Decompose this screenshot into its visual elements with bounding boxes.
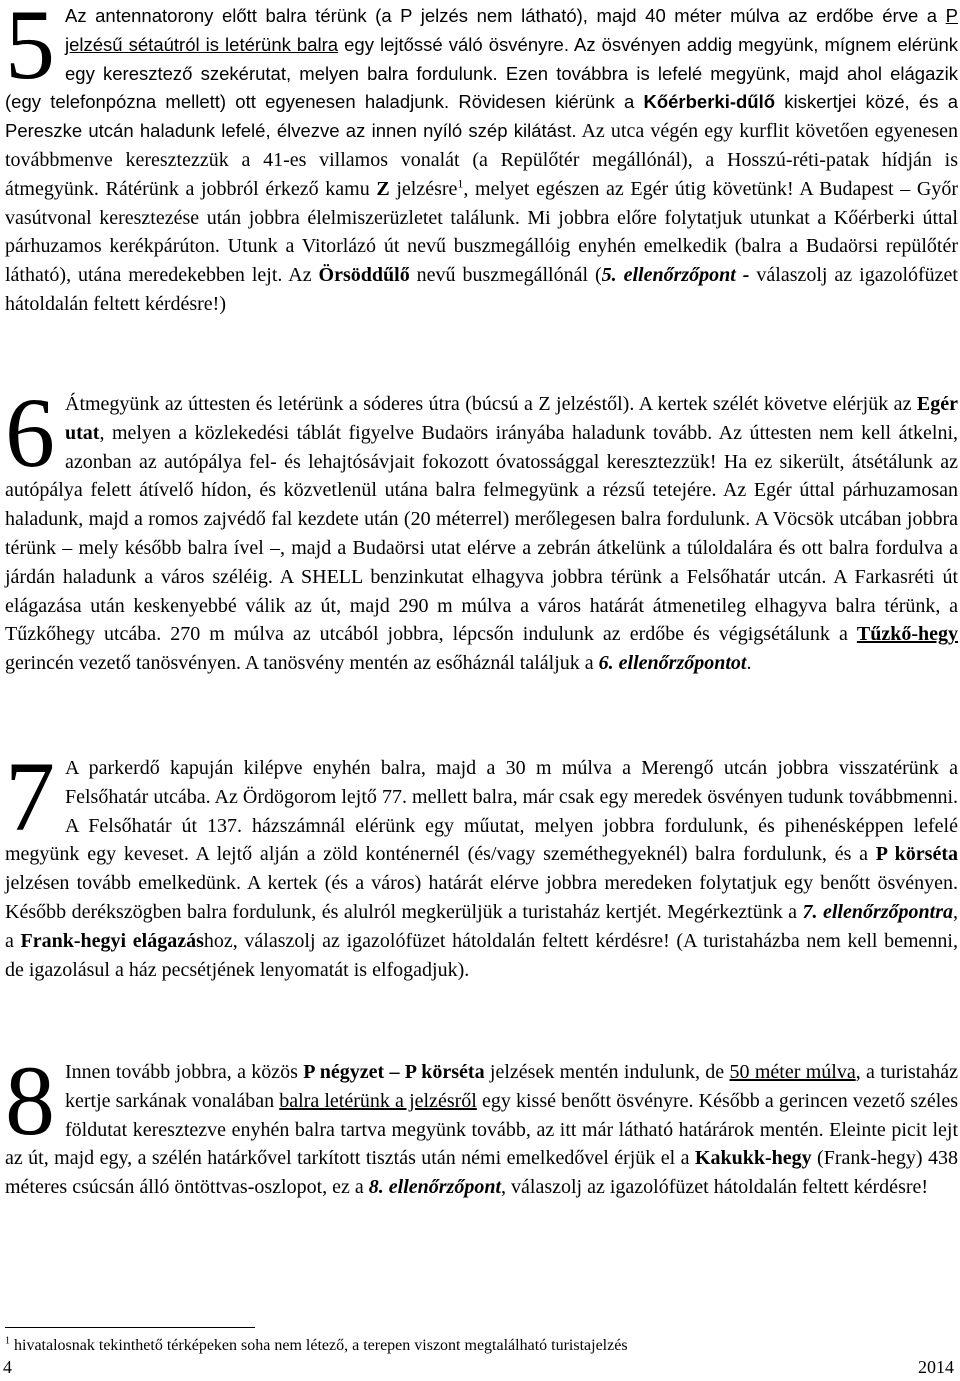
text-run: kiskertjei közé, és a Pereszke utcán haladunk lefelé, élvezve az innen nyíló szép kilátást. (5, 91, 958, 142)
section-number: 5 (5, 0, 55, 100)
section-8 (5, 1045, 959, 1202)
section-number: 8 (5, 1045, 55, 1156)
text-run: Kőérberki-dűlő (643, 91, 776, 113)
text-run: , válaszolj az igazolófüzet hátoldalán feltett kérdésre! (501, 1176, 929, 1199)
text-run: (Frank-hegy) 438 méteres csúcsán álló öntöttvas-oszlopot, ez a (5, 1147, 958, 1199)
text-run: 50 méter múlva (729, 1061, 856, 1083)
section-7 (5, 741, 958, 984)
footnote-divider (5, 1327, 255, 1328)
footnote-text: hivatalosnak tekinthető térképeken soha nem létező, a terepen viszont megtalálható turistajelzés (10, 1337, 628, 1354)
section-text (5, 2, 958, 319)
text-run: Tűzkő-hegy (856, 623, 958, 646)
text-run: egy kissé benőtt ösvényre. Később a gerincen vezető széles földutat keresztezve enyhén balra tartva megyünk tovább, az itt már látható határárok mentén. Eleinte picit lejt az út, majd egy, a szélén határkővel tarkított tisztás után némi emelkedővel érjük el a (5, 1089, 959, 1170)
text-run: gerincén vezető tanösvényen. A tanösvény mentén az esőháznál találjuk a (5, 652, 599, 675)
text-run: Az utca végén egy kurflit követően egyenesen továbbmenve keresztezzük a 41-es villamos vonalát (a Repülőtér megállónál), a Hosszú-réti-patak hídján is átmegyünk. Rátérünk a jobbról érkező kamu (5, 120, 958, 200)
text-run: A parkerdő kapuján kilépve enyhén balra, majd a 30 m múlva a Merengő utcán jobbra visszatérünk a Felsőhatár utcába. Az Ördögorom lejtő 77. mellett balra, már csak egy meredek ösvényen tudunk továbbmenni. A Felsőhatár út 137. házszámnál elérünk egy műutat, melyen jobbra fordulunk, és pihenésképpen lefelé megyünk egy keveset. A lejtő alján a zöld konténernél (és/vagy szeméthegyeknél) balra fordulunk, és a (5, 757, 958, 866)
text-run: P négyzet – P körséta (303, 1061, 485, 1083)
footnote (5, 1336, 628, 1356)
text-run: válaszolj az igazolófüzet hátoldalán feltett kérdésre!) (5, 264, 958, 315)
text-run: nevű buszmegállónál ( (409, 264, 602, 287)
page-number: 4 (3, 1357, 12, 1377)
footer-year: 2014 (918, 1357, 954, 1377)
text-run: Átmegyünk az úttesten és letérünk a sóderes útra (búcsú a Z jelzéstől). A kertek szélét követve elérjük az (65, 393, 917, 415)
text-run: Az antennatorony előtt balra térünk (a P jelzés nem látható), majd 40 méter múlva az erdőbe érve a (65, 5, 946, 26)
text-run: . (746, 652, 752, 675)
text-run: Örsöddűlő (318, 264, 410, 287)
text-run: 6. ellenőrzőpontot (598, 652, 747, 675)
text-run: Z (376, 177, 390, 200)
text-run: jelzések mentén indulunk, de (484, 1061, 730, 1083)
text-run: 5. ellenőrzőpont - (601, 264, 750, 287)
footnote-ref: 1 (457, 176, 464, 191)
text-run: jelzésen tovább emelkedünk. A kertek (és a város) határát elérve jobbra meredeken folytatjuk egy benőtt ösvényen. Később derékszögben balra fordulunk, és alulról megkerüljük a turistaház kertjét. Megérkeztünk a (5, 872, 958, 923)
section-text (5, 377, 958, 678)
text-run: Innen tovább jobbra, a közös (65, 1061, 304, 1083)
section-text (5, 741, 958, 984)
text-run: , a turistaház kertje sarkának vonalában (65, 1061, 958, 1112)
text-run: Kakukk-hegy (694, 1147, 812, 1170)
text-run: Frank-hegyi elágazás (20, 929, 204, 952)
section-number: 7 (5, 741, 55, 852)
section-6 (5, 377, 958, 678)
text-run: hoz, válaszolj az igazolófüzet hátoldalán feltett kérdésre! (A turistaházba nem kell bemenni, de igazolásul a ház pecsétjének lenyomatát is elfogadjuk). (5, 929, 958, 981)
text-run: , melyen a közlekedési táblát figyelve Budaörs irányába haladunk tovább. Az úttesten nem kell átkelni, azonban az autópálya fel- és lehajtósávjait fokozott óvatossággal keresztezzük! Ha ez sikerült, átsétálunk az autópálya felett átívelő hídon, és közvetlenül utána balra felmegyünk a rézsű tetejére. Az Egér úttal párhuzamosan haladunk, majd a romos zajvédő fal kezdete után (20 méterrel) merőlegesen balra fordulunk. A Vöcsök utcában jobbra térünk – mely később balra ível –, majd a Budaörsi utat elérve a zebrán átkelünk a túloldalára és ott balra fordulva a járdán haladunk a város széléig. A SHELL benzinkutat elhagyva jobbra térünk a Felsőhatár utcán. A Farkasréti út elágazása után keskenyebbé válik az út, majd 290 m múlva a város határát átmenetileg elhagyva balra térünk, a Tűzkőhegy utcába. 270 m múlva az utcából jobbra, lépcsőn indulunk az erdőbe és végigsétálunk a (5, 421, 958, 646)
text-run: 8. ellenőrzőpont (368, 1176, 502, 1199)
text-run: P jelzésű sétaútról is letérünk balra (65, 5, 958, 55)
text-run: , melyet egészen az Egér útig követünk! A Budapest – Győr vasútvonal keresztezése után jobbra élelmiszerüzletet találunk. Mi jobbra előre folytatjuk utunkat a Kőérberki úttal párhuzamos kerékpárúton. Utunk a Vitorlázó út nevű buszmegállóig enyhén emelkedik (balra a Budaörsi repülőtér látható), utána meredekebben lejt. Az (5, 177, 958, 287)
text-run: Egér utat (65, 393, 958, 444)
text-run: balra letérünk a jelzésről (279, 1089, 477, 1112)
section-5 (5, 2, 958, 319)
text-run: P körséta (875, 843, 958, 866)
text-run: jelzésre (389, 177, 458, 200)
text-run: 7. ellenőrzőpontra (802, 900, 953, 923)
text-run: , a (5, 900, 958, 952)
section-text (5, 1045, 959, 1202)
footnote-marker: 1 (5, 1335, 10, 1347)
text-run: egy lejtőssé váló ösvényre. Az ösvényen addig megyünk, mígnem elérünk egy keresztező szekérutat, melyen balra fordulunk. Ezen továbbra is lefelé megyünk, majd ahol elágazik (egy telefonpózna mellett) ott egyenesen haladjunk. Rövidesen kiérünk a (5, 33, 958, 113)
section-number: 6 (5, 377, 55, 488)
